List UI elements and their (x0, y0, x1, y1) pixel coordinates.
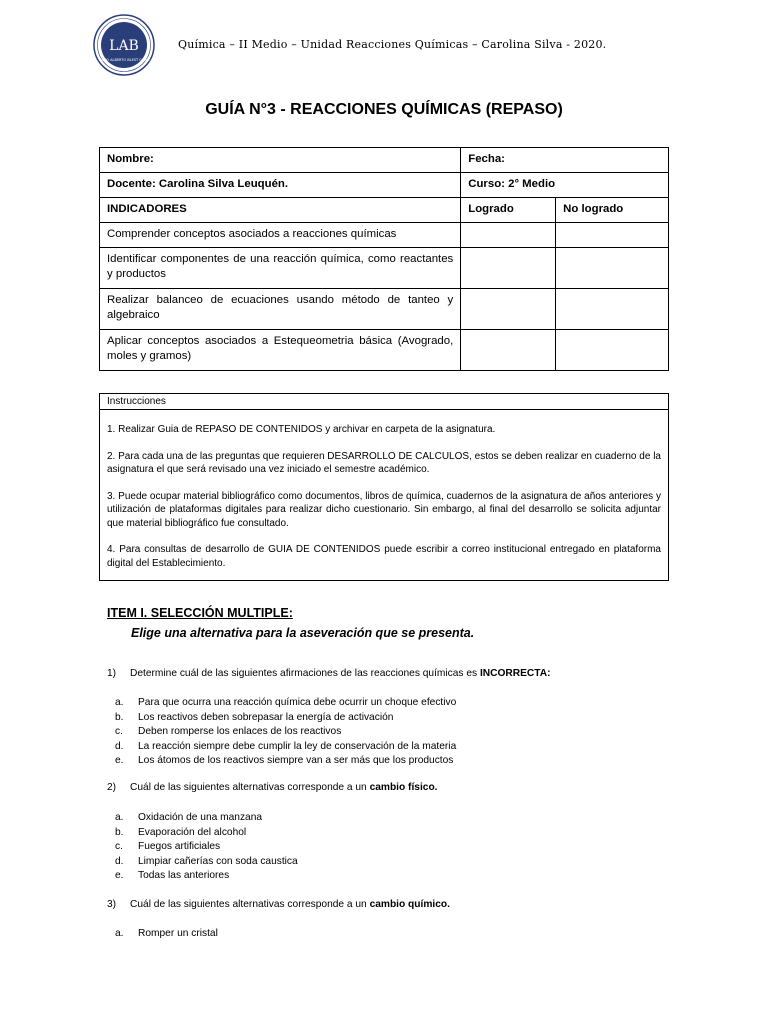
question-number: 2) (107, 782, 117, 793)
curso-label: Curso: 2° Medio (461, 173, 669, 198)
option-letter: b. (115, 711, 124, 723)
option-text: La reacción siempre debe cumplir la ley de conservación de la materia (138, 740, 457, 752)
question-number: 1) (107, 668, 117, 679)
option-text: Limpiar cañerías con soda caustica (138, 855, 298, 867)
section-title: ITEM I. SELECCIÓN MULTIPLE: (107, 606, 293, 620)
logrado-cell (461, 223, 556, 248)
question-number: 3) (107, 899, 117, 910)
option-text: Romper un cristal (138, 928, 218, 939)
indicator-row: Identificar componentes de una reacción química, como reactantes y productos (100, 248, 461, 289)
fecha-label: Fecha: (461, 148, 669, 173)
option-item[interactable] (115, 725, 456, 740)
option-letter: c. (115, 841, 123, 853)
instructions-box (99, 393, 669, 581)
question-emphasis: cambio químico. (369, 899, 450, 910)
nombre-label: Nombre: (100, 148, 461, 173)
option-item[interactable] (115, 826, 298, 841)
question-3 (107, 899, 450, 910)
option-item[interactable] (115, 754, 456, 769)
option-text: Para que ocurra una reacción química debe ocurrir un choque efectivo (138, 697, 457, 708)
option-item[interactable] (115, 740, 456, 755)
question-emphasis: INCORRECTA: (479, 668, 551, 679)
question-emphasis: cambio físico. (369, 782, 438, 793)
instruction-item: 4. Para consultas de desarrollo de GUIA DE CONTENIDOS puede escribir a correo institucional entregado en plataforma digital del Establecimiento. (107, 544, 661, 569)
page-title: GUÍA N°3 - REACCIONES QUÍMICAS (REPASO) (205, 101, 563, 118)
question-text: Cuál de las siguientes alternativas corresponde a un (130, 782, 370, 793)
option-item[interactable] (115, 927, 218, 942)
instruction-item: 3. Puede ocupar material bibliográfico como documentos, libros de química, cuadernos de la asignatura de años anteriores y utilización de plataformas digitales para realizar dicho cuestionario. Sin embargo, al final del desarrollo se solicita adjuntar que material bibliográfico fue consultado. (107, 490, 661, 529)
indicator-row: Aplicar conceptos asociados a Estequeometria básica (Avogrado, moles y gramos) (100, 330, 461, 371)
option-text: Oxidación de una manzana (138, 812, 263, 823)
indicator-row: Realizar balanceo de ecuaciones usando método de tanteo y algebraico (100, 289, 461, 330)
option-item[interactable] (115, 696, 456, 711)
svg-text:LICEO ALBERTO BLEST GANA: LICEO ALBERTO BLEST GANA (98, 58, 150, 62)
instruction-item: 1. Realizar Guia de REPASO DE CONTENIDOS y archivar en carpeta de la asignatura. (107, 424, 496, 435)
instructions-header: Instrucciones (100, 394, 668, 410)
no-logrado-cell (556, 248, 669, 289)
option-text: Los átomos de los reactivos siempre van a ser más que los productos (138, 755, 454, 767)
option-text: Deben romperse los enlaces de los reactivos (138, 726, 342, 738)
option-letter: e. (115, 870, 124, 882)
indicadores-header: INDICADORES (100, 198, 461, 223)
question-2 (107, 782, 438, 793)
option-letter: d. (115, 855, 124, 867)
option-text: Todas las anteriores (138, 870, 230, 882)
logrado-cell (461, 248, 556, 289)
question-3-options (115, 927, 218, 942)
instruction-item: 2. Para cada una de las preguntas que requieren DESARROLLO DE CALCULOS, estos se deben realizar en cuaderno de la asignatura el que será revisado una vez iniciado el semestre académico. (107, 450, 661, 475)
option-item[interactable] (115, 869, 298, 884)
document-header: Química – II Medio – Unidad Reacciones Químicas – Carolina Silva - 2020. (178, 38, 607, 51)
svg-text:LAB: LAB (109, 38, 139, 54)
logrado-cell (461, 289, 556, 330)
question-text: Determine cuál de las siguientes afirmaciones de las reacciones químicas es (130, 668, 480, 679)
option-item[interactable] (115, 811, 298, 826)
student-info-table (99, 147, 669, 371)
option-letter: e. (115, 755, 124, 767)
indicator-row: Comprender conceptos asociados a reacciones químicas (100, 223, 461, 248)
section-subtitle: Elige una alternativa para la aseveración que se presenta. (131, 626, 475, 640)
option-text: Los reactivos deben sobrepasar la energía de activación (138, 711, 394, 723)
no-logrado-cell (556, 330, 669, 371)
no-logrado-cell (556, 289, 669, 330)
question-1 (107, 668, 551, 679)
option-letter: a. (115, 697, 124, 708)
option-letter: a. (115, 928, 124, 939)
option-item[interactable] (115, 711, 456, 726)
no-logrado-cell (556, 223, 669, 248)
option-letter: a. (115, 812, 124, 823)
option-letter: d. (115, 740, 124, 752)
question-text: Cuál de las siguientes alternativas corresponde a un (130, 899, 370, 910)
option-text: Fuegos artificiales (138, 841, 221, 853)
logrado-cell (461, 330, 556, 371)
logrado-header: Logrado (461, 198, 556, 223)
docente-label: Docente: Carolina Silva Leuquén. (100, 173, 461, 198)
question-1-options (115, 696, 456, 769)
option-item[interactable] (115, 855, 298, 870)
question-2-options (115, 811, 298, 884)
option-letter: c. (115, 726, 123, 738)
no-logrado-header: No logrado (556, 198, 669, 223)
option-letter: b. (115, 826, 124, 838)
option-item[interactable] (115, 840, 298, 855)
option-text: Evaporación del alcohol (138, 826, 247, 838)
school-logo (93, 14, 155, 76)
